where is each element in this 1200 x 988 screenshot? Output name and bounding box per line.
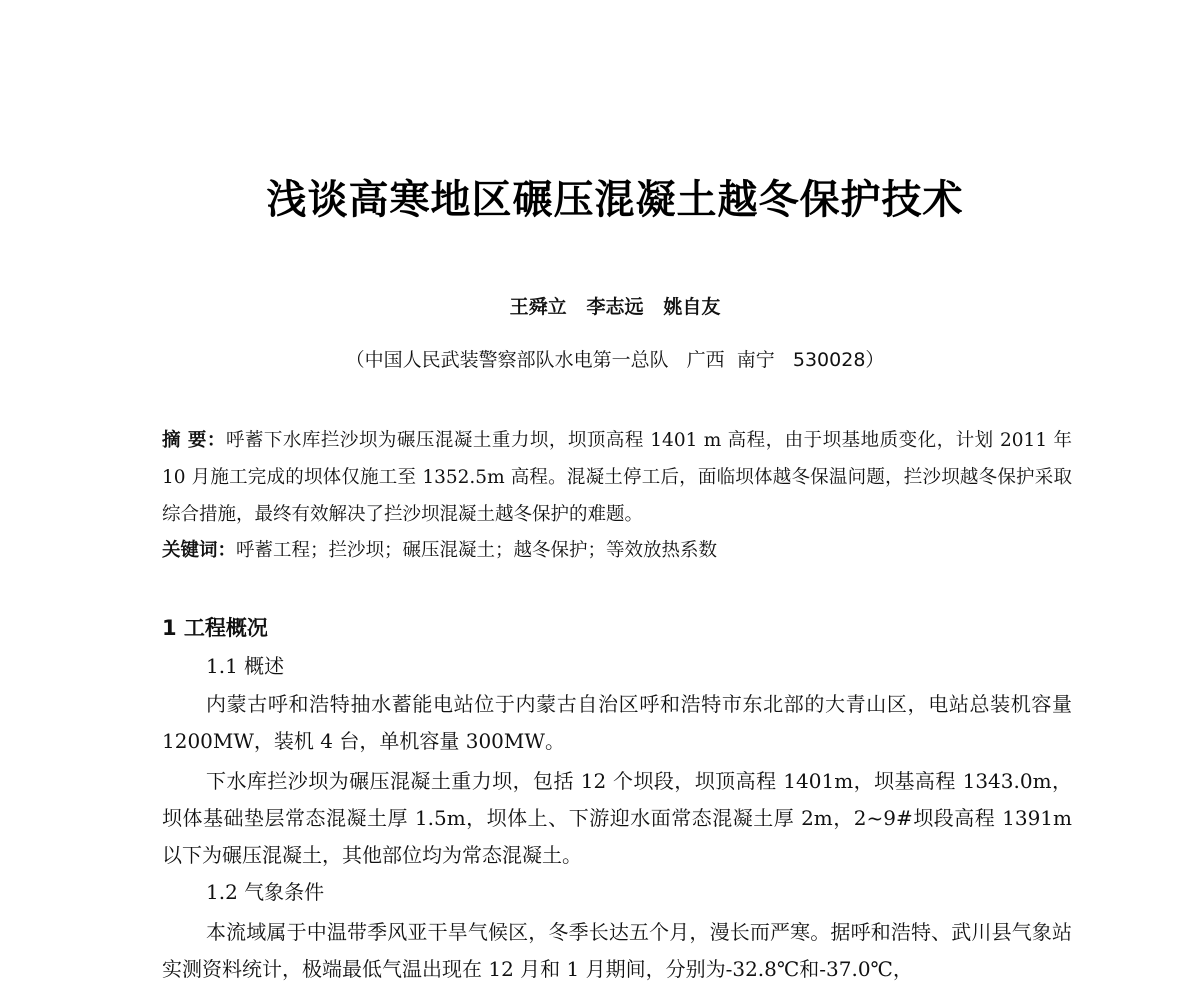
keywords-block [162, 536, 1072, 566]
abstract-text: 呼蓄下水库拦沙坝为碾压混凝土重力坝，坝顶高程 1401 m 高程，由于坝基地质变化，计划 2011 年 10 月施工完成的坝体仅施工至 1352.5m 高程。混凝土停工后，面临坝体越冬保温问题，拦沙坝越冬保护采取综合措施，最终有效解决了拦沙坝混凝土越冬保护的难题。 [162, 430, 1072, 525]
section-heading-1: 1 工程概况 [162, 616, 268, 640]
keywords-label: 关键词： [162, 540, 237, 561]
author-affiliation: （中国人民武装警察部队水电第一总队 广西 南宁 530028） [345, 349, 885, 371]
paragraph-overview-2: 下水库拦沙坝为碾压混凝土重力坝，包括 12 个坝段，坝顶高程 1401m，坝基高程 1343.0m，坝体基础垫层常态混凝土厚 1.5m，坝体上、下游迎水面常态混凝土厚 2m，2~9#坝段高程 1391m 以下为碾压混凝土，其他部位均为常态混凝土。 [162, 769, 1072, 867]
abstract-block [162, 422, 1072, 533]
abstract-label: 摘 要： [162, 430, 226, 451]
author-list: 王舜立 李志远 姚自友 [509, 296, 721, 318]
paragraph-overview-1: 内蒙古呼和浩特抽水蓄能电站位于内蒙古自治区呼和浩特市东北部的大青山区，电站总装机容量 1200MW，装机 4 台，单机容量 300MW。 [162, 692, 1072, 753]
subsection-heading-1-1: 1.1 概述 [206, 654, 285, 678]
subsection-heading-1-2: 1.2 气象条件 [206, 880, 325, 904]
paper-title: 浅谈高寒地区碾压混凝土越冬保护技术 [266, 176, 964, 223]
paragraph-climate-1: 本流域属于中温带季风亚干旱气候区，冬季长达五个月，漫长而严寒。据呼和浩特、武川县气象站实测资料统计，极端最低气温出现在 12 月和 1 月期间，分别为-32.8℃和-37.0℃， [162, 920, 1072, 981]
keywords-text: 呼蓄工程；拦沙坝；碾压混凝土；越冬保护；等效放热系数 [236, 540, 718, 561]
